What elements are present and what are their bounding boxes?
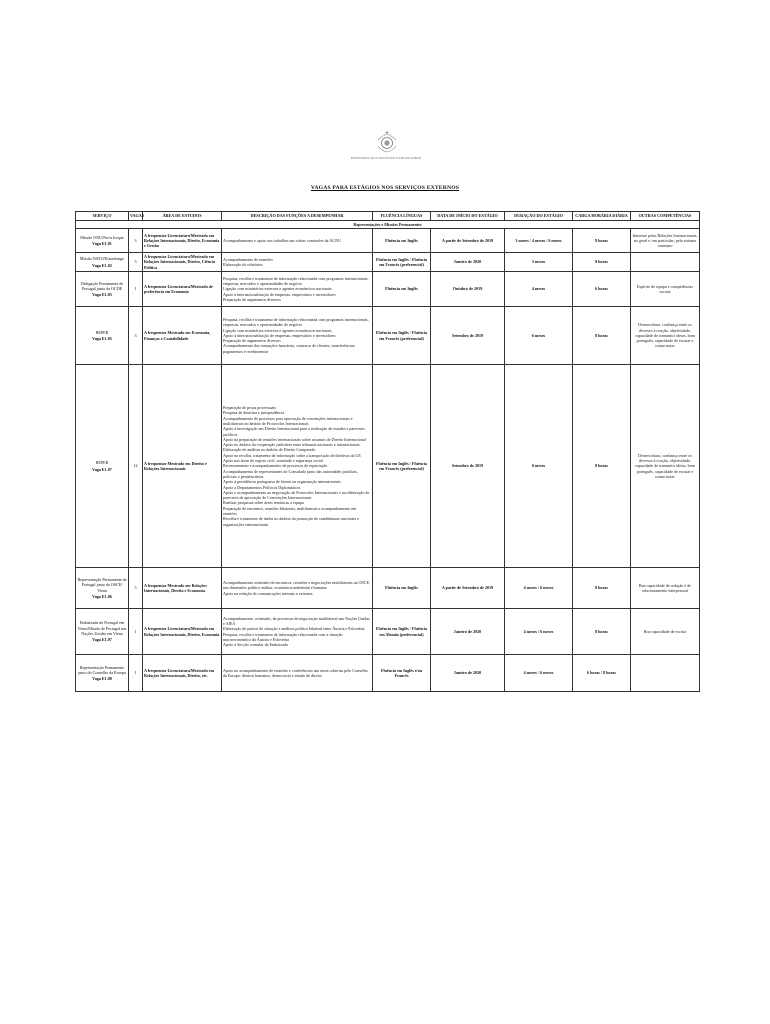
service-name: Embaixada de Portugal em Viena/Missão de Portugal nas Nações Unidas em Viena — [77, 620, 127, 636]
vacancies-count: 1 — [129, 609, 143, 655]
description-line: Pesquisa de doutrina e jurisprudência — [223, 410, 285, 416]
description-line: Elaboração de pontos de situação e análises política bilateral entre Áustria e Eslovénia — [223, 626, 365, 632]
description-line: Preparação de argumentos diversos — [223, 338, 281, 344]
vacancy-code: Vaga E1.07 — [92, 637, 112, 643]
functions-description — [222, 253, 373, 272]
start-date: A partir de Setembro de 2019 — [431, 568, 505, 609]
service-name: REPER — [95, 460, 109, 466]
description-line: Preparação de encontros, reuniões bilaterais, multilaterais e acompanhamento em reuniões — [223, 505, 357, 517]
description-line: Acompanhamento e apoio aos trabalhos nas várias comissões da AGNU — [223, 237, 342, 243]
service-name: REPER — [95, 329, 109, 335]
description-line: Acompanhamento, orientado, de processos de negociação multilateral nas Nações Unidas e AIEA — [223, 615, 370, 626]
description-line: Realizar pesquisas sobre áreas temáticas a equipa — [223, 500, 304, 506]
daily-hours: 6 horas / 8 horas — [573, 655, 631, 692]
vacancies-count: 3 — [129, 229, 143, 253]
start-date: A partir de Setembro de 2019 — [431, 229, 505, 253]
service-cell — [76, 655, 129, 692]
other-competencies — [631, 655, 700, 692]
functions-description — [222, 655, 373, 692]
other-competencies — [631, 253, 700, 272]
internship-duration: 3 meses / 4 meses / 6 meses — [505, 229, 573, 253]
description-line: Recolha e tratamento de dados no âmbito da promoção de candidaturas nacionais e organizações internacionais — [223, 516, 359, 527]
description-line: Apoio à internacionalização de empresas, empresários e investidores — [223, 291, 336, 297]
internship-vacancies-table — [75, 211, 700, 692]
service-cell — [76, 568, 129, 609]
description-line: Acompanhamento das transações bancárias, contratos de clientes, transferências, pagamentos e recebimentos — [223, 343, 356, 354]
study-area: A frequentar Licenciatura/Mestrado em Relações Internacionais, Direito, Ciência Política — [143, 253, 222, 272]
description-line: Pesquisa, recolha e tratamento de informação relacionada com programas internacionais, empresas, mercados e oportunidades de negócio — [223, 316, 369, 328]
functions-description — [222, 568, 373, 609]
vacancies-count: 3 — [129, 307, 143, 365]
description-line: Apoio na preparação de reuniões internacionais sobre assuntos de Direito Internacional — [223, 436, 366, 442]
vacancies-count: 1 — [129, 655, 143, 692]
study-area: A frequentar Mestrado em Relações Internacionais, Direito e Economia — [143, 568, 222, 609]
study-area: A frequentar Licenciatura/Mestrado em Relações Internacionais, Direito, Economia e Gestão — [143, 229, 222, 253]
service-cell — [76, 272, 129, 307]
daily-hours: 8 horas — [573, 609, 631, 655]
description-line: Pesquisa, recolha e tratamento de informação relacionada com a situação macroeconómica da Áustria e Eslovénia — [223, 631, 343, 642]
description-line: Acompanhamento de processos para aprovação de convenções internacionais e multilaterais no âmbito de Protocolos Internacionais — [223, 415, 353, 426]
study-area: A frequentar Licenciatura/Mestrado em Relações Internacionais, Direito, Economia — [143, 609, 222, 655]
language-fluency: Fluência em Inglês / Fluência em Francês (preferencial) — [373, 253, 431, 272]
vacancy-code: Vaga E1.08 — [92, 676, 112, 682]
functions-description — [222, 307, 373, 365]
service-name: Representação Permanente de Portugal junto da OSCE/ Viena — [77, 576, 127, 593]
internship-duration: 4 meses / 6 meses — [505, 655, 573, 692]
daily-hours: 8 horas — [573, 365, 631, 568]
section-label: Representações e Missões Permanentes — [76, 221, 700, 229]
description-line: Apoio à presidência portuguesa de fóruns ou organização internacionais — [223, 479, 341, 485]
internship-duration: 3 meses — [505, 253, 573, 272]
description-line: Preparação de argumentos diversos — [223, 296, 281, 302]
column-header: DESCRIÇÃO DAS FUNÇÕES A DESEMPENHAR — [222, 212, 373, 221]
column-header: SERVIÇO — [76, 212, 129, 221]
table-row — [76, 307, 700, 365]
other-competencies: Desenvoltura, confiança entre os diversos à ocação, objetividade, capacidade de transmitir ideias, bom português, capacidade de escutar e tomar notas — [631, 365, 700, 568]
start-date: Janeiro de 2020 — [431, 655, 505, 692]
table-row — [76, 365, 700, 568]
table-header-row — [76, 212, 700, 221]
vacancies-count: 3 — [129, 568, 143, 609]
description-line: Apoio no acompanhamento de reuniões e conferências nas áreas cobertas pelo Conselho da Europa: direitos humanos, democracia e estado de direito — [223, 667, 368, 678]
vacancy-code: Vaga E1.01 — [92, 241, 112, 246]
description-line: Acompanhamento de reuniões — [223, 256, 273, 262]
description-line: Acompanhamento de representantes do Consulado junto das autoridades jurídicas, policiais e penitenciárias — [223, 468, 358, 479]
functions-description — [222, 229, 373, 253]
service-name: Representação Permanente junto do Conselho da Europa — [78, 664, 126, 675]
description-line: Apoio à investigação em Direito Internacional para a realização de estudos e pareceres jurídicos — [223, 426, 365, 437]
functions-description — [222, 609, 373, 655]
other-competencies: Boa capacidade de escrita — [631, 609, 700, 655]
start-date: Outubro de 2019 — [431, 272, 505, 307]
section-row — [76, 221, 700, 229]
description-line: Pesquisa, recolha e tratamento de informação relacionada com programas internacionais, empresas, mercados e oportunidades de negócio — [223, 275, 369, 287]
language-fluency: Fluência em Inglês — [373, 229, 431, 253]
description-line: Apoio e acompanhamento na negociação de Protocolos Internacionais e na elaboração de pareceres de aprovação de Convenções Internacionais — [223, 489, 370, 501]
service-name: Missão NATO/Estrasburgo — [79, 256, 125, 262]
vacancy-code: Vaga E1.07 — [92, 466, 112, 472]
description-line: Ligação com ministérios externos e agentes económicos nacionais — [223, 327, 332, 333]
language-fluency: Fluência em Inglês / Fluência em Francês (preferencial) — [373, 307, 431, 365]
other-competencies: Interesse pelas Relações Internacionais, no geral e, em particular, pelo sistema onusiano — [631, 229, 700, 253]
table-row — [76, 609, 700, 655]
other-competencies: Boa capacidade de redação e de relacionamento interpessoal — [631, 568, 700, 609]
description-line: Ligação com ministérios externos e agentes económicos nacionais — [223, 286, 332, 292]
study-area: A frequentar Mestrado em Direito e Relações Internacionais — [143, 365, 222, 568]
vacancies-count: 1 — [129, 272, 143, 307]
table-row — [76, 272, 700, 307]
description-line: Apoio nas áreas de registo civil, notariado e segurança social — [223, 458, 323, 464]
vacancy-code: Vaga E1.03 — [92, 292, 112, 298]
daily-hours: 8 horas — [573, 568, 631, 609]
daily-hours: 8 horas — [573, 307, 631, 365]
portuguese-republic-emblem-icon — [372, 130, 402, 154]
language-fluency: Fluência em Inglês e/ou Francês — [373, 655, 431, 692]
study-area: A frequentar Licenciatura/Mestrado em Relações Internacionais, Direito, etc. — [143, 655, 222, 692]
vacancy-code: Vaga E1.06 — [92, 593, 112, 599]
column-header: FLUÊNCIA LÍNGUAS — [373, 212, 431, 221]
table-row — [76, 568, 700, 609]
service-cell — [76, 307, 129, 365]
description-line: Apoio a Departamentos Políticos Diplomáticos — [223, 484, 301, 490]
internship-duration: 6 meses — [505, 365, 573, 568]
description-line: Elaboração de relatórios — [223, 262, 263, 267]
study-area: A frequentar Mestrado em Economia, Finanças e Contabilidade — [143, 307, 222, 365]
vacancies-count: 3 — [129, 253, 143, 272]
functions-description — [222, 272, 373, 307]
ministry-name — [340, 156, 432, 160]
functions-description — [222, 365, 373, 568]
study-area: A frequentar Licenciatura/Mestrado de preferência em Economia — [143, 272, 222, 307]
start-date: Janeiro de 2020 — [431, 609, 505, 655]
internship-duration: 6 meses — [505, 307, 573, 365]
column-header: DATA DE INÍCIO DO ESTÁGIO — [431, 212, 505, 221]
table-row — [76, 253, 700, 272]
description-line: Elaboração de análises no âmbito de Direito Comparado — [223, 447, 316, 453]
internship-duration: 4 meses — [505, 272, 573, 307]
service-cell — [76, 253, 129, 272]
language-fluency: Fluência em Inglês — [373, 568, 431, 609]
description-line: Apoio na redação de comunicações internas e externas — [223, 590, 313, 596]
description-line: Apoio no âmbito da cooperação judiciária entre tribunais nacionais e internacionais — [223, 442, 360, 448]
start-date: Setembro de 2019 — [431, 365, 505, 568]
description-line: Recenseamento e acompanhamento de processos de repatriação — [223, 463, 328, 469]
service-cell — [76, 365, 129, 568]
description-line: Acompanhamento orientado de encontros, reuniões e negociações multilaterais na OSCE, nas dimensões político-militar, económica-ambiental e humana — [223, 580, 370, 591]
column-header: VAGAS — [129, 212, 143, 221]
column-header: CARGA HORÁRIA DIÁRIA — [573, 212, 631, 221]
internship-duration: 4 meses / 6 meses — [505, 609, 573, 655]
description-line: Apoio à internacionalização de empresas, empresários e investidores — [223, 332, 336, 338]
description-line: Preparação de peças processuais — [223, 405, 277, 411]
language-fluency: Fluência em Inglês / Fluência em Francês (preferencial) — [373, 365, 431, 568]
column-header: DURAÇÃO DO ESTÁGIO — [505, 212, 573, 221]
daily-hours: 8 horas — [573, 253, 631, 272]
language-fluency: Fluência em Inglês / Fluência em Alemão (preferencial) — [373, 609, 431, 655]
internship-duration: 4 meses / 6 meses — [505, 568, 573, 609]
description-line: Apoio à Secção consular da Embaixada — [223, 642, 288, 648]
other-competencies: Desenvoltura, confiança entre os diversos à ocação, objetividade, capacidade de transmitir ideias, bom português, capacidade de escutar e tomar notas — [631, 307, 700, 365]
service-cell — [76, 609, 129, 655]
vacancy-code: Vaga E1.05 — [92, 336, 112, 341]
vacancies-count: 12 — [129, 365, 143, 568]
service-cell — [76, 229, 129, 253]
column-header: OUTRAS COMPETÊNCIAS — [631, 212, 700, 221]
daily-hours: 6 horas — [573, 272, 631, 307]
table-row — [76, 229, 700, 253]
language-fluency: Fluência em Inglês — [373, 272, 431, 307]
ministry-line: MINISTÉRIO DOS NEGÓCIOS ESTRANGEIROS — [350, 156, 422, 160]
other-competencies: Espírito de equipa e competências sociais — [631, 272, 700, 307]
description-line: Apoio na recolha, tratamento de informação sobre a transposição de diretivas da UE — [223, 452, 361, 458]
column-header: ÁREA DE ESTUDOS — [143, 212, 222, 221]
service-name: Delegação Permanente de Portugal junto da OCDE — [80, 280, 124, 291]
service-name: Missão ONU/Nova Iorque — [80, 234, 124, 240]
start-date: Setembro de 2019 — [431, 307, 505, 365]
table-row — [76, 655, 700, 692]
document-title: VAGAS PARA ESTÁGIOS NOS SERVIÇOS EXTERNOS — [310, 185, 460, 191]
start-date: Janeiro de 2020 — [431, 253, 505, 272]
vacancy-code: Vaga E1.02 — [92, 262, 112, 268]
daily-hours: 8 horas — [573, 229, 631, 253]
